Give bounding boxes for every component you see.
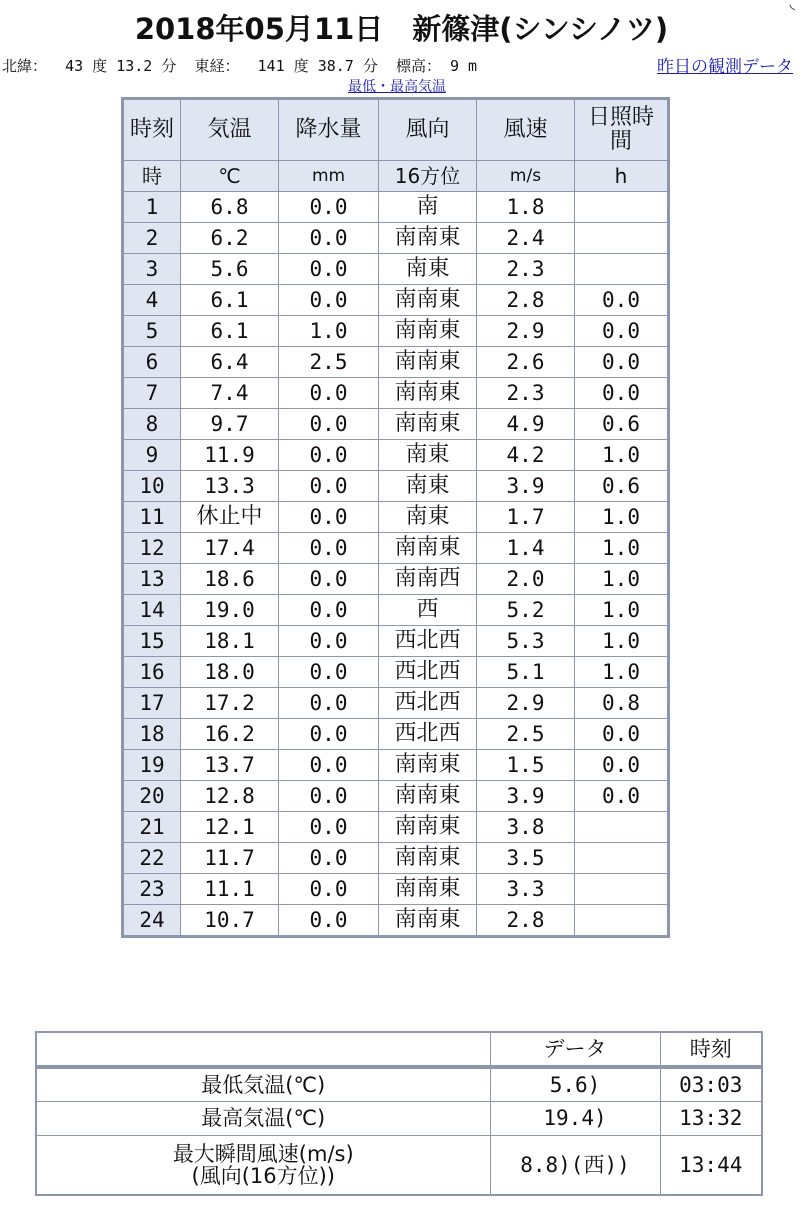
wind-speed-cell: 5.2 (477, 595, 575, 626)
wind-dir-cell: 西北西 (379, 719, 477, 750)
table-row (123, 750, 669, 781)
summary-header-row (36, 1032, 762, 1067)
precip-cell: 1.0 (279, 316, 379, 347)
precip-cell: 0.0 (279, 409, 379, 440)
wind-dir-cell: 南南東 (379, 874, 477, 905)
wind-speed-cell: 2.3 (477, 254, 575, 285)
precip-cell: 0.0 (279, 874, 379, 905)
hour-cell: 15 (123, 626, 181, 657)
table-row (123, 843, 669, 874)
summary-header-time: 時刻 (660, 1032, 762, 1067)
sunshine-cell (575, 223, 669, 254)
table-row (123, 440, 669, 471)
wind-dir-cell: 南南東 (379, 812, 477, 843)
precip-cell: 0.0 (279, 471, 379, 502)
wind-dir-cell: 南南東 (379, 781, 477, 812)
wind-dir-cell: 南南東 (379, 750, 477, 781)
precip-cell: 0.0 (279, 719, 379, 750)
hour-cell: 23 (123, 874, 181, 905)
temp-cell: 12.8 (181, 781, 279, 812)
lon-label: 東経： (194, 57, 240, 75)
min-unit: 分 (161, 57, 177, 75)
lat-label: 北緯： (2, 57, 48, 75)
summary-row-max-temp (36, 1101, 762, 1135)
min-unit-2: 分 (362, 57, 378, 75)
sunshine-cell: 0.0 (575, 347, 669, 378)
temp-cell: 19.0 (181, 595, 279, 626)
wind-dir-cell: 南南東 (379, 533, 477, 564)
hourly-table (121, 97, 670, 938)
temp-cell: 13.3 (181, 471, 279, 502)
precip-cell: 0.0 (279, 502, 379, 533)
temp-cell: 6.1 (181, 316, 279, 347)
table-row (123, 409, 669, 440)
hour-cell: 7 (123, 378, 181, 409)
precip-cell: 0.0 (279, 657, 379, 688)
lon-deg: 141 (257, 57, 285, 75)
lat-min: 13.2 (116, 57, 153, 75)
temp-cell: 17.2 (181, 688, 279, 719)
table-row (123, 688, 669, 719)
wind-speed-cell: 4.9 (477, 409, 575, 440)
sunshine-cell: 0.8 (575, 688, 669, 719)
wind-speed-cell: 2.9 (477, 316, 575, 347)
prev-day-link[interactable]: 昨日の観測データ (657, 57, 793, 77)
unit-wind-dir: 16方位 (379, 161, 477, 192)
min-max-temp-link[interactable]: 最低・最高気温 (348, 79, 446, 95)
summary-label (36, 1135, 490, 1195)
precip-cell: 0.0 (279, 843, 379, 874)
hour-cell: 18 (123, 719, 181, 750)
temp-cell: 11.1 (181, 874, 279, 905)
wind-speed-cell: 2.5 (477, 719, 575, 750)
wind-dir-cell: 南東 (379, 471, 477, 502)
wind-dir-cell: 南南東 (379, 285, 477, 316)
hour-cell: 10 (123, 471, 181, 502)
wind-speed-cell: 2.0 (477, 564, 575, 595)
hour-cell: 2 (123, 223, 181, 254)
elev-unit: m (468, 57, 478, 75)
precip-cell: 0.0 (279, 223, 379, 254)
summary-header-data: データ (490, 1032, 660, 1067)
table-row (123, 285, 669, 316)
temp-cell: 7.4 (181, 378, 279, 409)
elev-label: 標高： (395, 57, 441, 75)
wind-dir-cell: 南南東 (379, 843, 477, 874)
table-row (123, 378, 669, 409)
precip-cell: 0.0 (279, 254, 379, 285)
unit-wind-speed: m/s (477, 161, 575, 192)
wind-speed-cell: 5.3 (477, 626, 575, 657)
header-time: 時刻 (123, 99, 181, 161)
temp-cell: 6.4 (181, 347, 279, 378)
elev-value: 9 (449, 57, 460, 75)
temp-cell: 16.2 (181, 719, 279, 750)
temp-cell: 12.1 (181, 812, 279, 843)
hour-cell: 20 (123, 781, 181, 812)
wind-dir-cell: 南南西 (379, 564, 477, 595)
table-row (123, 471, 669, 502)
sunshine-cell: 0.6 (575, 409, 669, 440)
wind-dir-cell: 南東 (379, 502, 477, 533)
precip-cell: 0.0 (279, 192, 379, 223)
wind-dir-cell: 南東 (379, 254, 477, 285)
wind-speed-cell: 1.7 (477, 502, 575, 533)
temp-cell: 18.6 (181, 564, 279, 595)
hour-cell: 3 (123, 254, 181, 285)
wind-speed-cell: 3.5 (477, 843, 575, 874)
hour-cell: 19 (123, 750, 181, 781)
table-row (123, 595, 669, 626)
wind-dir-cell: 西北西 (379, 626, 477, 657)
precip-cell: 0.0 (279, 533, 379, 564)
sunshine-cell: 0.0 (575, 719, 669, 750)
table-row (123, 192, 669, 223)
wind-speed-cell: 3.9 (477, 781, 575, 812)
sunshine-cell (575, 812, 669, 843)
hour-cell: 4 (123, 285, 181, 316)
wind-dir-cell: 南南東 (379, 347, 477, 378)
precip-cell: 0.0 (279, 750, 379, 781)
summary-time: 13:44 (660, 1135, 762, 1195)
table-row (123, 564, 669, 595)
precip-cell: 0.0 (279, 564, 379, 595)
wind-dir-cell: 南南東 (379, 905, 477, 937)
hour-cell: 13 (123, 564, 181, 595)
hour-cell: 14 (123, 595, 181, 626)
sunshine-cell: 1.0 (575, 440, 669, 471)
wind-speed-cell: 2.8 (477, 905, 575, 937)
hour-cell: 12 (123, 533, 181, 564)
hour-cell: 24 (123, 905, 181, 937)
wind-speed-cell: 1.8 (477, 192, 575, 223)
hour-cell: 5 (123, 316, 181, 347)
unit-row (123, 161, 669, 192)
sunshine-cell (575, 905, 669, 937)
wind-dir-cell: 西北西 (379, 657, 477, 688)
wind-speed-cell: 2.9 (477, 688, 575, 719)
sunshine-cell: 1.0 (575, 502, 669, 533)
precip-cell: 0.0 (279, 595, 379, 626)
sunshine-cell: 0.0 (575, 285, 669, 316)
wind-speed-cell: 2.6 (477, 347, 575, 378)
precip-cell: 0.0 (279, 688, 379, 719)
wind-dir-cell: 西北西 (379, 688, 477, 719)
wind-dir-cell: 南南東 (379, 223, 477, 254)
wind-speed-cell: 4.2 (477, 440, 575, 471)
precip-cell: 0.0 (279, 781, 379, 812)
hour-cell: 1 (123, 192, 181, 223)
wind-dir-cell: 南南東 (379, 409, 477, 440)
location-info (2, 56, 477, 76)
sunshine-cell (575, 874, 669, 905)
summary-label: 最低気温(℃) (36, 1067, 490, 1101)
sunshine-cell (575, 843, 669, 874)
hour-cell: 16 (123, 657, 181, 688)
temp-cell: 6.2 (181, 223, 279, 254)
wind-speed-cell: 1.4 (477, 533, 575, 564)
temp-cell: 17.4 (181, 533, 279, 564)
temp-cell: 9.7 (181, 409, 279, 440)
lat-deg: 43 (65, 57, 84, 75)
summary-label: 最高気温(℃) (36, 1101, 490, 1135)
wind-speed-cell: 3.9 (477, 471, 575, 502)
summary-table (35, 1031, 763, 1196)
header-sunshine-line2: 間 (609, 129, 632, 154)
summary-value: 8.8)(西)) (490, 1135, 660, 1195)
precip-cell: 0.0 (279, 378, 379, 409)
unit-precip: mm (279, 161, 379, 192)
temp-cell: 11.7 (181, 843, 279, 874)
table-row (123, 781, 669, 812)
table-row (123, 347, 669, 378)
unit-temp: ℃ (181, 161, 279, 192)
header-temp: 気温 (181, 99, 279, 161)
header-row (123, 99, 669, 161)
hour-cell: 22 (123, 843, 181, 874)
summary-value: 19.4) (490, 1101, 660, 1135)
summary-value: 5.6) (490, 1067, 660, 1101)
unit-time: 時 (123, 161, 181, 192)
header-wind-dir: 風向 (379, 99, 477, 161)
sunshine-cell: 0.0 (575, 378, 669, 409)
sunshine-cell: 0.0 (575, 750, 669, 781)
hour-cell: 17 (123, 688, 181, 719)
unit-sunshine: h (575, 161, 669, 192)
table-row (123, 905, 669, 937)
precip-cell: 0.0 (279, 626, 379, 657)
summary-header-blank (36, 1032, 490, 1067)
wind-speed-cell: 2.3 (477, 378, 575, 409)
hour-cell: 6 (123, 347, 181, 378)
temp-cell: 11.9 (181, 440, 279, 471)
hour-cell: 21 (123, 812, 181, 843)
sunshine-cell: 0.0 (575, 316, 669, 347)
sunshine-cell (575, 192, 669, 223)
sunshine-cell: 0.0 (575, 781, 669, 812)
temp-cell: 休止中 (181, 502, 279, 533)
precip-cell: 0.0 (279, 285, 379, 316)
header-sunshine (575, 99, 669, 161)
wind-speed-cell: 2.8 (477, 285, 575, 316)
sunshine-cell (575, 254, 669, 285)
summary-time: 03:03 (660, 1067, 762, 1101)
temp-cell: 6.1 (181, 285, 279, 316)
wind-speed-cell: 3.3 (477, 874, 575, 905)
page-title: 2018年05月11日 新篠津(シンシノツ) (134, 12, 669, 46)
header-sunshine-line1: 日照時 (587, 105, 654, 130)
hour-cell: 8 (123, 409, 181, 440)
precip-cell: 2.5 (279, 347, 379, 378)
sunshine-cell: 1.0 (575, 595, 669, 626)
precip-cell: 0.0 (279, 905, 379, 937)
summary-label-line2: (風向(16方位)) (191, 1163, 335, 1188)
wind-speed-cell: 3.8 (477, 812, 575, 843)
summary-time: 13:32 (660, 1101, 762, 1135)
table-row (123, 626, 669, 657)
hour-cell: 11 (123, 502, 181, 533)
header-precip: 降水量 (279, 99, 379, 161)
deg-unit-2: 度 (293, 57, 309, 75)
temp-cell: 18.0 (181, 657, 279, 688)
temp-cell: 13.7 (181, 750, 279, 781)
wind-dir-cell: 南南東 (379, 316, 477, 347)
table-row (123, 812, 669, 843)
summary-label-line1: 最大瞬間風速(m/s) (172, 1141, 354, 1166)
wind-dir-cell: 西 (379, 595, 477, 626)
table-row (123, 719, 669, 750)
summary-row-max-gust (36, 1135, 762, 1195)
precip-cell: 0.0 (279, 440, 379, 471)
wind-dir-cell: 南東 (379, 440, 477, 471)
table-row (123, 657, 669, 688)
corner-mark: ◟ (789, 0, 795, 12)
sunshine-cell: 1.0 (575, 564, 669, 595)
table-row (123, 874, 669, 905)
sunshine-cell: 0.6 (575, 471, 669, 502)
wind-speed-cell: 2.4 (477, 223, 575, 254)
lon-min: 38.7 (317, 57, 354, 75)
temp-cell: 5.6 (181, 254, 279, 285)
table-row (123, 533, 669, 564)
sunshine-cell: 1.0 (575, 657, 669, 688)
wind-speed-cell: 1.5 (477, 750, 575, 781)
temp-cell: 6.8 (181, 192, 279, 223)
summary-row-min-temp (36, 1067, 762, 1101)
deg-unit: 度 (92, 57, 108, 75)
wind-speed-cell: 5.1 (477, 657, 575, 688)
wind-dir-cell: 南 (379, 192, 477, 223)
header-wind-speed: 風速 (477, 99, 575, 161)
temp-cell: 10.7 (181, 905, 279, 937)
wind-dir-cell: 南南東 (379, 378, 477, 409)
table-row (123, 316, 669, 347)
hour-cell: 9 (123, 440, 181, 471)
table-row (123, 223, 669, 254)
sunshine-cell: 1.0 (575, 533, 669, 564)
sunshine-cell: 1.0 (575, 626, 669, 657)
table-row (123, 254, 669, 285)
table-row (123, 502, 669, 533)
precip-cell: 0.0 (279, 812, 379, 843)
temp-cell: 18.1 (181, 626, 279, 657)
